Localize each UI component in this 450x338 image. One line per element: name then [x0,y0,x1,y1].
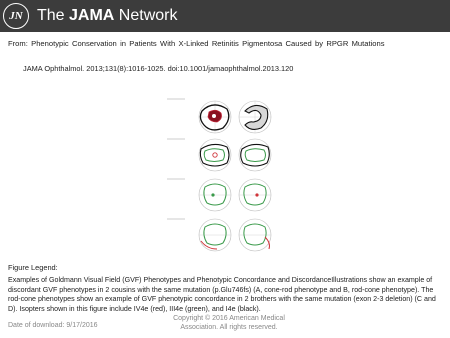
visual-field-figure [165,91,285,253]
visual-field-left-a [199,101,231,133]
brand-bold: JAMA [69,7,115,24]
journal-header [0,0,450,32]
copyright-notice: Copyright © 2016 American Medical Association. All rights reserved. [173,315,285,331]
citation: JAMA Ophthalmol. 2013;131(8):1016-1025. doi:10.1001/jamaophthalmol.2013.120 [23,64,294,73]
visual-field-right-a [239,101,271,133]
brand-name [37,7,177,25]
brand-prefix: The [37,7,70,24]
brand-suffix: Network [114,7,178,24]
article-source-line: From: Phenotypic Conservation in Patients With X-Linked Retinitis Pigmentosa Caused by RPGR Mutations [8,39,385,48]
jama-network-logo: JN [3,3,29,29]
download-date: Date of download: 9/17/2016 [8,322,98,329]
figure-legend-title: Figure Legend: [8,263,58,272]
figure-legend-text: Examples of Goldmann Visual Field (GVF) Phenotypes and Phenotypic Concordance and DiscordanceIllustrations show an example of discordant GVF phenotypes in 2 cousins with the same mutation (p.Glu746fs) (A, cone-rod phenotype and B, rod-cone phenotype). The rod-cone phenotypes show an example of GVF phenotypic concordance in 2 brothers with the same mutation (exon 2-3 deletion) (C and D). Isopters shown in this figure include IV4e (red), III4e (green), and I4e (black). [8,276,436,313]
